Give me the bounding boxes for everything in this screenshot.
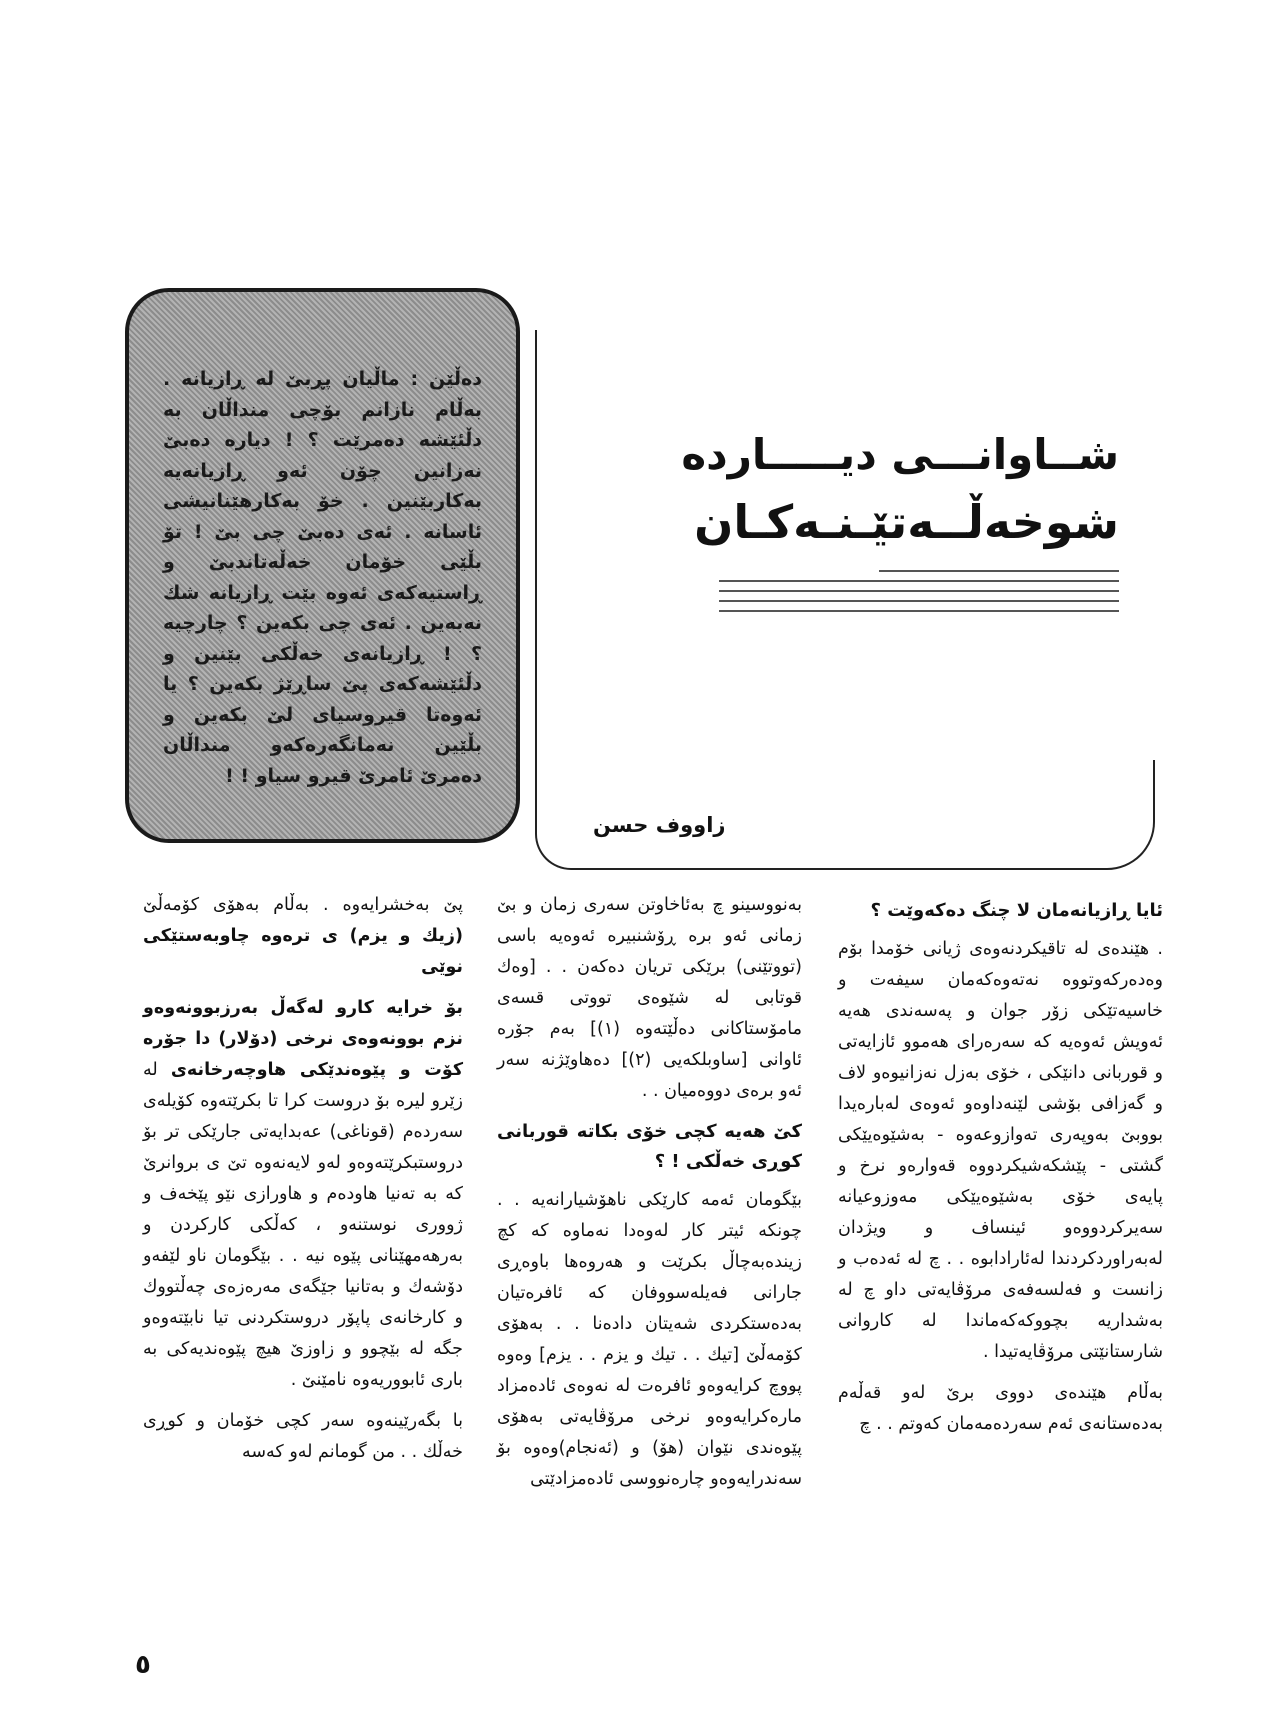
text-span-bold: بۆ خرایە کارو لەگەڵ بەرزبوونەوەو نزم بوونەوەی نرخی (دۆلار) دا جۆرە کۆت و پێوەندێکی هاوچەرخانەی: [143, 998, 463, 1080]
paragraph: بەڵام هێندەی دووی برێ لەو قەڵەم بەدەستانەی ئەم سەردەمەمان کەوتم . . چ: [838, 1383, 1163, 1434]
column-left: [143, 890, 463, 1478]
text-span-bold: (زیك و یزم) ی ترەوە چاوبەستێکی نوێی: [143, 926, 463, 977]
text-span: پێ بەخشرایەوە . بەڵام بەهۆی کۆمەڵێ: [143, 895, 463, 915]
page-number: ٥: [135, 1650, 151, 1680]
article-title-line-1: شــاوانـــی دیـــــاردە: [681, 430, 1119, 479]
paragraph: بێگومان ئەمە کارێکی ناهۆشیارانەیە . . چونکە ئیتر کار لەوەدا نەماوە کە کچ زیندەبەچاڵ بکرێت و هەروەها باوەڕی جارانی فەیلەسووفان کە ئافرەتیان بەدەستکردی شەیتان دادەنا . . بەهۆی کۆمەڵێ [تیك . . تیك و یزم . . یزم] وەوە پووچ کرایەوەو ئافرەت لە نەوەی ئادەمزاد مارەکرایەوەو نرخی مرۆڤایەتی بەهۆی پێوەندی نێوان (هۆ) و (ئەنجام)وەوە بۆ سەندرایەوەو چارەنووسی ئادەمزادێتی: [497, 1190, 802, 1489]
article-title-line-2: شوخەڵــەتێـنـەکـان: [694, 495, 1119, 549]
title-panel: [535, 330, 1155, 870]
paragraph: بەنووسینو چ بەئاخاوتن سەری زمان و بێ زمانی ئەو برە ڕۆشنبیرە ئەوەیە باسی (تووتێنی) برێکی تریان دەکەن . . [وەك قوتابی لە شێوەی تووتی قسەی مامۆستاکانی دەڵێتەوە (١)] بەم جۆرە ئاوانی [ساوبلکەیی (٢)] دەهاوێژنە سەر ئەو برەی دووەمیان . .: [497, 895, 802, 1101]
paragraph: . هێندەی لە تاقیکردنەوەی ژیانی خۆمدا بۆم وەدەرکەوتووە نەتەوەکەمان سیفەت و خاسیەتێکی زۆر جوان و پەسەندی هەیە ئەویش ئەوەیە کە سەرەرای هەموو ئازایەتی و قوربانی دانێکی ، خۆی بەزل نەزانیوەو لاف و گەزافی بۆشی لێنەداوەو ئەوەی لەبارەیدا بووبێ بەوپەری تەوازوعەوە - بەشێوەیێکی گشتی - پێشکەشیکردووە قەوارەو نرخ و پایەی خۆی بەشێوەیێکی مەوزوعیانە سەیرکردووەو ئینساف و ویژدان لەبەراوردکردندا لەئارادابوە . . چ لە ئەدەب و زانست و فەلسەفەی مرۆڤایەتی داو چ لە بەشداریە بچووکەکەماندا لە کاروانی شارستانێتی مرۆڤایەتیدا .: [838, 939, 1163, 1362]
section-heading: ئایا ڕازیانەمان لا چنگ دەکەوێت ؟: [870, 900, 1163, 921]
text-span: لە زێرو لیرە بۆ دروست کرا تا بکرێتەوە کۆیلەی سەردەم (قوناغی) عەبدایەتی جارێکی تر بۆ دروستبکرێتەوەو لەو لایەنەوە تێ ی بروانرێ کە بە تەنیا هاودەم و هاورازی نێو پێخەف و ژووری نوستنەو ، کەڵکی کارکردن و بەرهەمهێنانی پێوە نیە . . بێگومان ناو لێفەو دۆشەك و بەتانیا جێگەی مەرەزەی چەڵتووك و کارخانەی پاپۆر دروستکردنی تیا نابێتەوەو جگە لە بێچوو و زاوزێ هیچ پێوەندیەکی بە باری ئابووریەوە نامێنێ .: [143, 1060, 463, 1390]
title-decorative-rules: [719, 570, 1119, 620]
quote-text: دەڵێن : ماڵیان پڕبێ لە ڕازیانە . بەڵام نازانم بۆچی منداڵان بە دڵئێشە دەمرێت ؟ ! دیارە دەبێ نەزانین چۆن ئەو ڕازیانەیە بەکاربێنین . خۆ بەکارهێنانیشی ئاسانە . ئەی دەبێ چی بێ ! تۆ بڵێی خۆمان خەڵەتاندبێ و ڕاستیەکەی ئەوە بێت ڕازیانە شك نەبەین . ئەی چی بکەین ؟ چارچیە ؟ ! ڕازیانەی خەڵکی بێنین و دڵئێشەکەی پێ ساڕێژ بکەین ؟ یا ئەوەتا قیروسیای لێ بکەین و بڵێین نەمانگەرەکەو منداڵان دەمرێ ئامرێ قیرو سیاو ! !: [163, 368, 482, 787]
paragraph: [143, 993, 463, 1396]
paragraph: با بگەرێینەوە سەر کچی خۆمان و کوڕی خەڵك . . من گومانم لەو کەسە: [143, 1411, 463, 1462]
paragraph: [143, 890, 463, 983]
author-name: زاووف حسن: [593, 813, 726, 837]
section-heading: کێ هەیە کچی خۆی بکاتە قوربانی کوڕی خەڵکی ! ؟: [497, 1121, 802, 1172]
column-middle: [497, 890, 802, 1505]
quote-sidebar-box: [125, 288, 520, 843]
column-right: [838, 890, 1163, 1450]
